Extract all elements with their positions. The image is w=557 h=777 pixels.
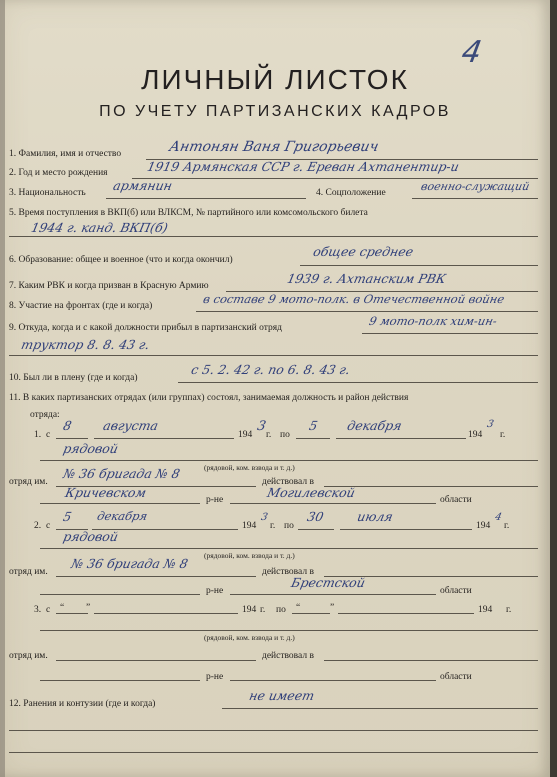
unit-1-from-year-prefix: 194 [238, 430, 253, 440]
field-1-label: 1. Фамилия, имя и отчество [9, 149, 122, 159]
unit-1-district: Кричевском [63, 485, 148, 500]
form-title: ЛИЧНЫЙ ЛИСТОК [141, 64, 409, 95]
field-3-line [106, 198, 306, 199]
field-9-label: 9. Откуда, когда и с какой должности прибыл в партизанский отряд [9, 323, 282, 333]
field-8-label: 8. Участие на фронтах (где и когда) [9, 301, 153, 311]
unit-1-region-line [230, 503, 436, 504]
unit-3-to-year-prefix: 194 [478, 605, 493, 615]
field-4-label: 4. Соцположение [316, 188, 386, 198]
scan-background-edge [550, 0, 557, 777]
field-2-label: 2. Год и место рождения [9, 168, 108, 178]
field-9-value-cont: труктор 8. 8. 43 г. [19, 337, 151, 352]
unit-2-position-line [40, 548, 538, 549]
unit-2-from-c: с [46, 521, 51, 531]
field-12-line-2 [9, 730, 538, 731]
unit-1-to-day-line [296, 438, 330, 439]
unit-1-to-g: г. [500, 430, 506, 440]
unit-1-from-day-line [56, 438, 88, 439]
unit-3-from-open-quote: “ [60, 603, 65, 613]
field-9-line [362, 333, 538, 334]
unit-1-from-day: 8 [61, 418, 74, 433]
field-5-label: 5. Время поступления в ВКП(б) или ВЛКСМ, № партийного или комсомольского билета [9, 208, 368, 218]
field-4-line [412, 198, 538, 199]
unit-2-region: Брестской [289, 575, 367, 590]
unit-1-unit: № 36 бригада № 8 [61, 466, 182, 481]
unit-3-rne: р-не [206, 672, 224, 682]
unit-2-region-line [230, 594, 436, 595]
unit-1-from-year-suffix: 3 [255, 419, 268, 434]
unit-3-acted-label: действовал в [262, 651, 314, 661]
unit-3-from-c: с [46, 605, 51, 615]
unit-1-po: по [280, 430, 290, 440]
unit-3-region-line [230, 680, 436, 681]
unit-2-unit: № 36 бригада № 8 [69, 556, 190, 571]
unit-3-unit-line [56, 660, 256, 661]
unit-1-from-g: г. [266, 430, 272, 440]
unit-1-to-month: декабря [345, 418, 404, 433]
unit-2-rank-hint: (рядовой, ком. взвода и т. д.) [204, 551, 295, 560]
unit-2-po: по [284, 521, 294, 531]
field-12-value: не имеет [247, 688, 316, 703]
unit-3-rank-hint: (рядовой, ком. взвода и т. д.) [204, 633, 295, 642]
unit-1-from-month-line [94, 438, 234, 439]
unit-3-position-line [40, 630, 538, 631]
unit-3-district-line [40, 680, 200, 681]
field-7-label: 7. Каким РВК и когда призван в Красную Армию [9, 281, 209, 291]
unit-2-to-month-line [340, 529, 472, 530]
folio-number: 4 [458, 35, 485, 70]
unit-2-oblasti: области [440, 586, 472, 596]
unit-2-to-g: г. [504, 521, 510, 531]
form-subtitle: ПО УЧЕТУ ПАРТИЗАНСКИХ КАДРОВ [99, 103, 451, 120]
field-4-value: военно-служащий [419, 180, 531, 193]
unit-2-to-month: июля [355, 509, 395, 524]
field-12-line-3 [9, 752, 538, 753]
field-3-value: армянин [111, 178, 174, 193]
field-8-line [196, 311, 538, 312]
field-6-line [300, 265, 538, 266]
unit-1-district-line [40, 503, 200, 504]
unit-3-to-g: г. [506, 605, 512, 615]
unit-1-from-c: с [46, 430, 51, 440]
unit-2-rne: р-не [206, 586, 224, 596]
unit-2-position: рядовой [61, 529, 120, 544]
unit-1-to-year-prefix: 194 [468, 430, 483, 440]
field-2-value: 1919 Армянская ССР г. Ереван Ахтанентир-и [145, 159, 461, 174]
unit-3-acted-line [324, 660, 538, 661]
unit-3-po: по [276, 605, 286, 615]
unit-3-from-g: г. [260, 605, 266, 615]
unit-3-from-month-line [94, 613, 238, 614]
unit-2-acted-label: действовал в [262, 567, 314, 577]
unit-1-acted-label: действовал в [262, 477, 314, 487]
unit-1-oblasti: области [440, 495, 472, 505]
unit-2-unit-line [56, 576, 256, 577]
unit-1-number: 1. [34, 430, 42, 440]
field-10-value: с 5. 2. 42 г. по 6. 8. 43 г. [189, 362, 352, 377]
unit-3-to-open-quote: “ [296, 603, 301, 613]
unit-1-to-day: 5 [307, 418, 320, 433]
unit-2-to-day: 30 [305, 509, 325, 524]
unit-3-to-month-line [338, 613, 474, 614]
unit-2-from-year-prefix: 194 [242, 521, 257, 531]
unit-2-otryad-label: отряд им. [9, 567, 48, 577]
unit-2-from-month: декабря [95, 509, 149, 523]
unit-1-otryad-label: отряд им. [9, 477, 48, 487]
unit-2-to-day-line [298, 529, 334, 530]
unit-2-to-year-prefix: 194 [476, 521, 491, 531]
unit-3-to-close-quote: ” [330, 603, 335, 613]
unit-1-rne: р-не [206, 495, 224, 505]
field-9-line-2 [9, 355, 538, 356]
field-2-line [132, 178, 538, 179]
unit-2-district-line [40, 594, 200, 595]
field-8-value: в составе 9 мото-полк. в Отечественной войне [201, 292, 506, 306]
unit-2-from-g: г. [270, 521, 276, 531]
field-9-value: 9 мото-полк хим-ин- [367, 314, 499, 328]
unit-1-position: рядовой [61, 441, 120, 456]
unit-1-to-year-suffix: 3 [486, 419, 495, 430]
unit-3-from-day-line [56, 613, 88, 614]
unit-1-region: Могилевской [265, 485, 357, 500]
field-6-label: 6. Образование: общее и военное (что и когда окончил) [9, 255, 233, 265]
unit-2-from-year-suffix: 3 [260, 512, 269, 523]
field-11-label: 11. В каких партизанских отрядах (или группах) состоял, занимаемая должность и район действия [9, 393, 409, 403]
field-10-label: 10. Был ли в плену (где и когда) [9, 373, 138, 383]
unit-1-from-month: августа [101, 418, 160, 433]
unit-2-from-day: 5 [61, 509, 74, 524]
field-11-label-cont: отряда: [30, 410, 60, 420]
field-5-line [9, 236, 538, 237]
field-12-line [222, 708, 538, 709]
unit-1-position-line [40, 460, 538, 461]
field-10-line [178, 382, 538, 383]
unit-3-from-close-quote: ” [86, 603, 91, 613]
field-3-label: 3. Национальность [9, 188, 86, 198]
field-12-label: 12. Ранения и контузии (где и когда) [9, 699, 156, 709]
unit-1-rank-hint: (рядовой, ком. взвода и т. д.) [204, 463, 295, 472]
unit-2-number: 2. [34, 521, 42, 531]
unit-3-oblasti: области [440, 672, 472, 682]
field-5-value: 1944 г. канд. ВКП(б) [29, 220, 170, 235]
unit-3-from-year-prefix: 194 [242, 605, 257, 615]
field-1-value: Антонян Ваня Григорьевич [167, 139, 380, 155]
field-7-value: 1939 г. Ахтанским РВК [285, 271, 448, 286]
unit-3-otryad-label: отряд им. [9, 651, 48, 661]
field-6-value: общее среднее [311, 244, 415, 259]
unit-2-to-year-suffix: 4 [494, 512, 503, 523]
unit-3-to-day-line [292, 613, 330, 614]
unit-3-number: 3. [34, 605, 42, 615]
unit-1-to-month-line [336, 438, 466, 439]
